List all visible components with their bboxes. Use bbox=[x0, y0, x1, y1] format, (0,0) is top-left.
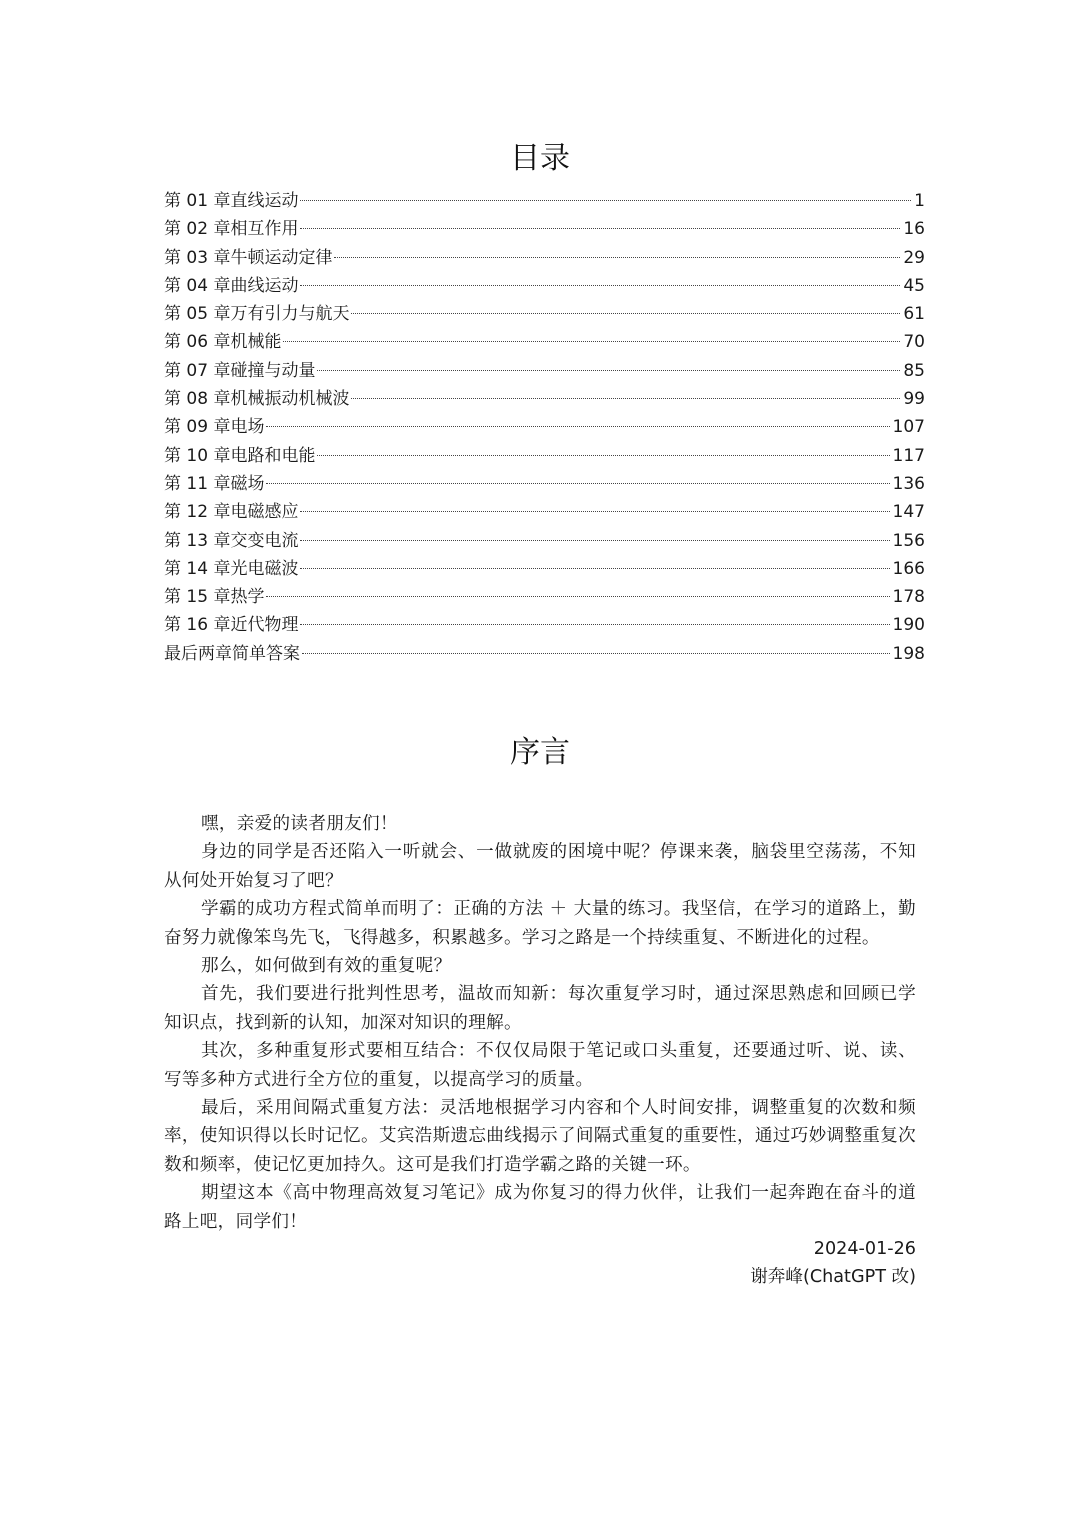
toc-entry[interactable] bbox=[164, 555, 925, 583]
toc-leader-dots bbox=[351, 398, 900, 399]
toc-entry-label: 第 12 章电磁感应 bbox=[164, 502, 299, 523]
toc-entry[interactable] bbox=[164, 640, 925, 668]
toc-entry-page: 45 bbox=[903, 275, 925, 296]
toc-entry-page: 61 bbox=[903, 304, 925, 325]
toc-entry-page: 70 bbox=[903, 332, 925, 353]
toc-entry[interactable] bbox=[164, 611, 925, 639]
toc-entry-page: 178 bbox=[892, 587, 925, 608]
toc-leader-dots bbox=[300, 285, 900, 286]
toc-entry[interactable] bbox=[164, 413, 925, 441]
toc-entry[interactable] bbox=[164, 470, 925, 498]
toc-entry-label: 第 14 章光电磁波 bbox=[164, 558, 299, 579]
toc-title: 目录 bbox=[510, 141, 570, 176]
toc-entry-label: 第 10 章电路和电能 bbox=[164, 445, 316, 466]
toc-leader-dots bbox=[317, 455, 889, 456]
preface-date: 2024-01-26 bbox=[813, 1239, 916, 1259]
table-of-contents bbox=[164, 187, 925, 668]
toc-entry-label: 第 02 章相互作用 bbox=[164, 219, 299, 240]
toc-leader-dots bbox=[300, 511, 889, 512]
toc-entry[interactable] bbox=[164, 527, 925, 555]
preface-paragraph: 其次，多种重复形式要相互结合：不仅仅局限于笔记或口头重复，还要通过听、说、读、写等多种方式进行全方位的重复，以提高学习的质量。 bbox=[164, 1041, 916, 1090]
toc-leader-dots bbox=[266, 596, 889, 597]
preface-paragraph: 嘿，亲爱的读者朋友们！ bbox=[200, 814, 398, 834]
toc-entry-page: 147 bbox=[892, 502, 925, 523]
toc-leader-dots bbox=[300, 624, 889, 625]
toc-entry-label: 第 04 章曲线运动 bbox=[164, 275, 299, 296]
toc-leader-dots bbox=[351, 313, 900, 314]
toc-entry-label: 第 11 章磁场 bbox=[164, 473, 265, 494]
toc-entry-page: 16 bbox=[903, 219, 925, 240]
preface-author: 谢奔峰(ChatGPT 改) bbox=[750, 1267, 916, 1287]
toc-entry-label: 第 16 章近代物理 bbox=[164, 615, 299, 636]
toc-entry-label: 第 06 章机械能 bbox=[164, 332, 282, 353]
preface-title: 序言 bbox=[510, 735, 570, 770]
toc-entry[interactable] bbox=[164, 583, 925, 611]
toc-entry-label: 第 09 章电场 bbox=[164, 417, 265, 438]
toc-entry-page: 29 bbox=[903, 247, 925, 268]
preface-paragraph: 期望这本《高中物理高效复习笔记》成为你复习的得力伙伴，让我们一起奔跑在奋斗的道路上吧，同学们！ bbox=[164, 1183, 916, 1232]
preface-paragraph: 最后，采用间隔式重复方法：灵活地根据学习内容和个人时间安排，调整重复的次数和频率，使知识得以长时记忆。艾宾浩斯遗忘曲线揭示了间隔式重复的重要性，通过巧妙调整重复次数和频率，使记忆更加持久。这可是我们打造学霸之路的关键一环。 bbox=[164, 1098, 916, 1175]
toc-entry[interactable] bbox=[164, 244, 925, 272]
preface-paragraph: 身边的同学是否还陷入一听就会、一做就废的困境中呢？停课来袭，脑袋里空荡荡，不知从何处开始复习了吧？ bbox=[164, 842, 916, 891]
toc-entry-page: 156 bbox=[892, 530, 925, 551]
toc-leader-dots bbox=[266, 426, 889, 427]
toc-entry-label: 第 13 章交变电流 bbox=[164, 530, 299, 551]
toc-entry[interactable] bbox=[164, 385, 925, 413]
toc-entry[interactable] bbox=[164, 187, 925, 215]
toc-leader-dots bbox=[317, 370, 900, 371]
toc-leader-dots bbox=[300, 540, 889, 541]
toc-leader-dots bbox=[266, 483, 889, 484]
toc-entry-page: 117 bbox=[892, 445, 925, 466]
toc-entry[interactable] bbox=[164, 215, 925, 243]
toc-entry-label: 第 01 章直线运动 bbox=[164, 191, 299, 211]
toc-entry-label: 最后两章简单答案 bbox=[164, 643, 300, 664]
toc-entry-page: 190 bbox=[892, 615, 925, 636]
toc-entry-label: 第 15 章热学 bbox=[164, 587, 265, 608]
toc-entry-page: 107 bbox=[892, 417, 925, 438]
preface-body bbox=[164, 810, 916, 1236]
toc-entry[interactable] bbox=[164, 498, 925, 526]
toc-entry-label: 第 07 章碰撞与动量 bbox=[164, 360, 316, 381]
toc-leader-dots bbox=[283, 341, 900, 342]
toc-entry-label: 第 03 章牛顿运动定律 bbox=[164, 247, 333, 268]
toc-leader-dots bbox=[300, 568, 889, 569]
toc-entry-label: 第 08 章机械振动机械波 bbox=[164, 389, 350, 410]
toc-leader-dots bbox=[302, 653, 890, 654]
toc-entry-page: 99 bbox=[903, 389, 925, 410]
preface-paragraph: 学霸的成功方程式简单而明了：正确的方法 ＋ 大量的练习。我坚信，在学习的道路上，勤奋努力就像笨鸟先飞，飞得越多，积累越多。学习之路是一个持续重复、不断进化的过程。 bbox=[164, 899, 916, 948]
toc-entry-page: 85 bbox=[903, 360, 925, 381]
toc-entry[interactable] bbox=[164, 442, 925, 470]
preface-paragraph: 那么，如何做到有效的重复呢？ bbox=[200, 956, 452, 977]
toc-leader-dots bbox=[300, 200, 911, 201]
toc-entry[interactable] bbox=[164, 300, 925, 328]
toc-entry[interactable] bbox=[164, 357, 925, 385]
toc-leader-dots bbox=[300, 228, 900, 229]
toc-entry[interactable] bbox=[164, 328, 925, 356]
toc-entry-page: 198 bbox=[892, 643, 925, 664]
toc-entry-label: 第 05 章万有引力与航天 bbox=[164, 304, 350, 325]
toc-entry-page: 1 bbox=[914, 191, 925, 211]
toc-leader-dots bbox=[334, 257, 900, 258]
toc-entry[interactable] bbox=[164, 272, 925, 300]
toc-entry-page: 166 bbox=[892, 558, 925, 579]
preface-paragraph: 首先，我们要进行批判性思考，温故而知新：每次重复学习时，通过深思熟虑和回顾已学知识点，找到新的认知，加深对知识的理解。 bbox=[164, 984, 916, 1033]
toc-entry-page: 136 bbox=[892, 473, 925, 494]
